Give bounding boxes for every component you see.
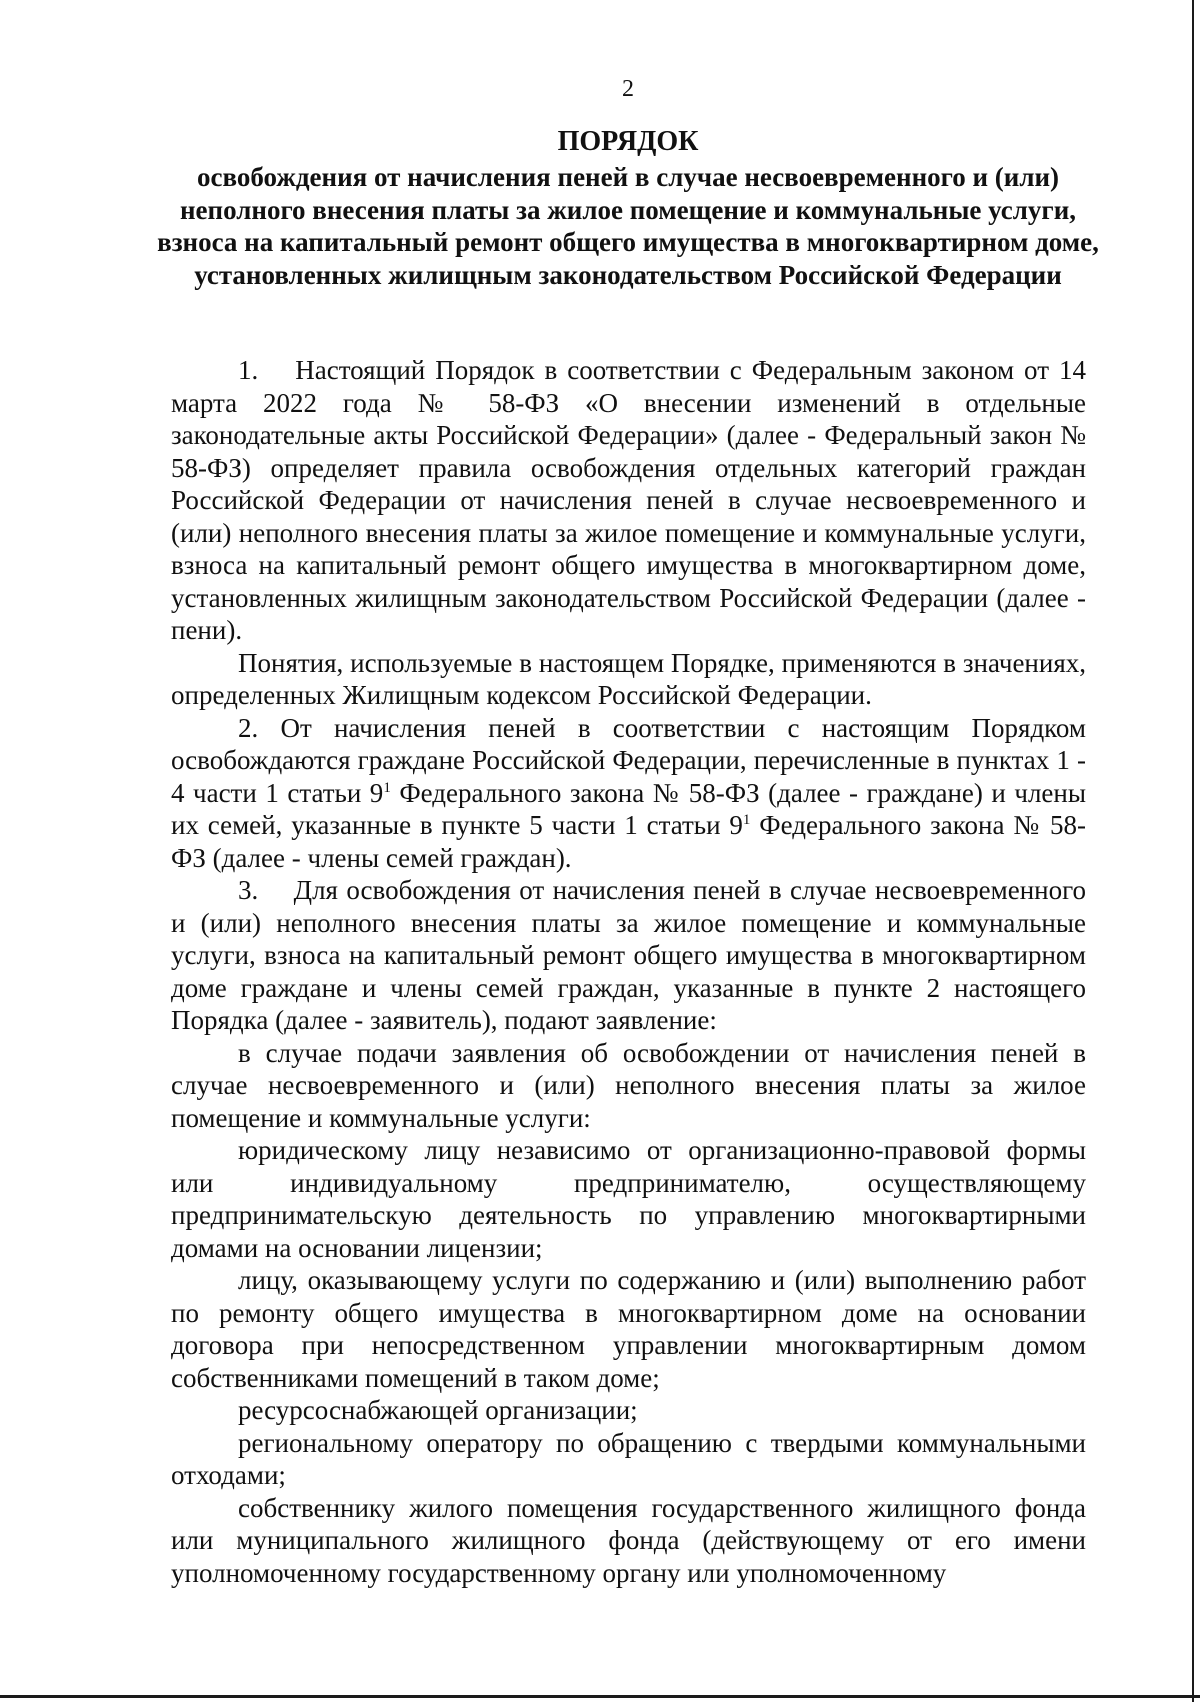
paragraph: 3. Для освобождения от начисления пеней в случае несвоевременного и (или) неполного внесения платы за жилое помещение и коммунальные услуги, взноса на капитальный ремонт общего имущества в многоквартирном доме граждане и члены семей граждан, указанные в пункте 2 настоящего Порядка (далее - заявитель), подают заявление:: [171, 875, 1086, 1035]
paragraph: лицу, оказывающему услуги по содержанию и (или) выполнению работ по ремонту общего имущества в многоквартирном доме на основании договора при непосредственном управлении многоквартирным домом собственниками помещений в таком доме;: [171, 1265, 1086, 1393]
paragraph: 1. Настоящий Порядок в соответствии с Федеральным законом от 14 марта 2022 года № 58-ФЗ «О внесении изменений в отдельные законодательные акты Российской Федерации» (далее - Федеральный закон № 58-ФЗ) определяет правила освобождения отдельных категорий граждан Российской Федерации от начисления пеней в случае несвоевременного и (или) неполного внесения платы за жилое помещение и коммунальные услуги, взноса на капитальный ремонт общего имущества в многоквартирном доме, установленных жилищным законодательством Российской Федерации (далее - пени).: [171, 355, 1086, 645]
paragraph: [171, 712, 1086, 875]
paragraph-text: 2. От начисления пеней в соответствии с настоящим Порядком освобождаются граждане Российской Федерации, перечисленные в пунктах 1 - 4 части 1 статьи 9: [171, 712, 1086, 808]
document-header: [150, 125, 1106, 291]
paragraph-text: Федерального закона № 58-ФЗ (далее - члены семей граждан).: [171, 810, 1087, 873]
paragraph: юридическому лицу независимо от организационно-правовой формы или индивидуальному предпринимателю, осуществляющему предпринимательскую деятельность по управлению многоквартирными домами на основании лицензии;: [171, 1135, 1086, 1263]
document-title: ПОРЯДОК: [557, 126, 699, 157]
paragraph: ресурсоснабжающей организации;: [238, 1395, 638, 1425]
scan-edge: [1192, 0, 1194, 1702]
document-subtitle: освобождения от начисления пеней в случае несвоевременного и (или) неполного внесения платы за жилое помещение и коммунальные услуги, взноса на капитальный ремонт общего имущества в многоквартирном доме, установленных жилищным законодательством Российской Федерации: [157, 162, 1099, 290]
scan-edge: [0, 1695, 1200, 1698]
document-body: [171, 354, 1086, 1589]
superscript: 1: [383, 779, 391, 796]
superscript: 1: [742, 812, 751, 828]
paragraph: в случае подачи заявления об освобождении от начисления пеней в случае несвоевременного и (или) неполного внесения платы за жилое помещение и коммунальные услуги:: [171, 1037, 1086, 1133]
paragraph: Понятия, используемые в настоящем Порядке, применяются в значениях, определенных Жилищным кодексом Российской Федерации.: [171, 647, 1086, 710]
page-number: 2: [622, 76, 634, 102]
paragraph: собственнику жилого помещения государственного жилищного фонда или муниципального жилищного фонда (действующему от его имени уполномоченному государственному органу или уполномоченному: [171, 1492, 1086, 1588]
paragraph: региональному оператору по обращению с твердыми коммунальными отходами;: [171, 1427, 1086, 1490]
paragraph-text: Федерального закона № 58-ФЗ (далее - граждане) и члены их семей, указанные в пункте 5 части 1 статьи 9: [171, 777, 1086, 840]
